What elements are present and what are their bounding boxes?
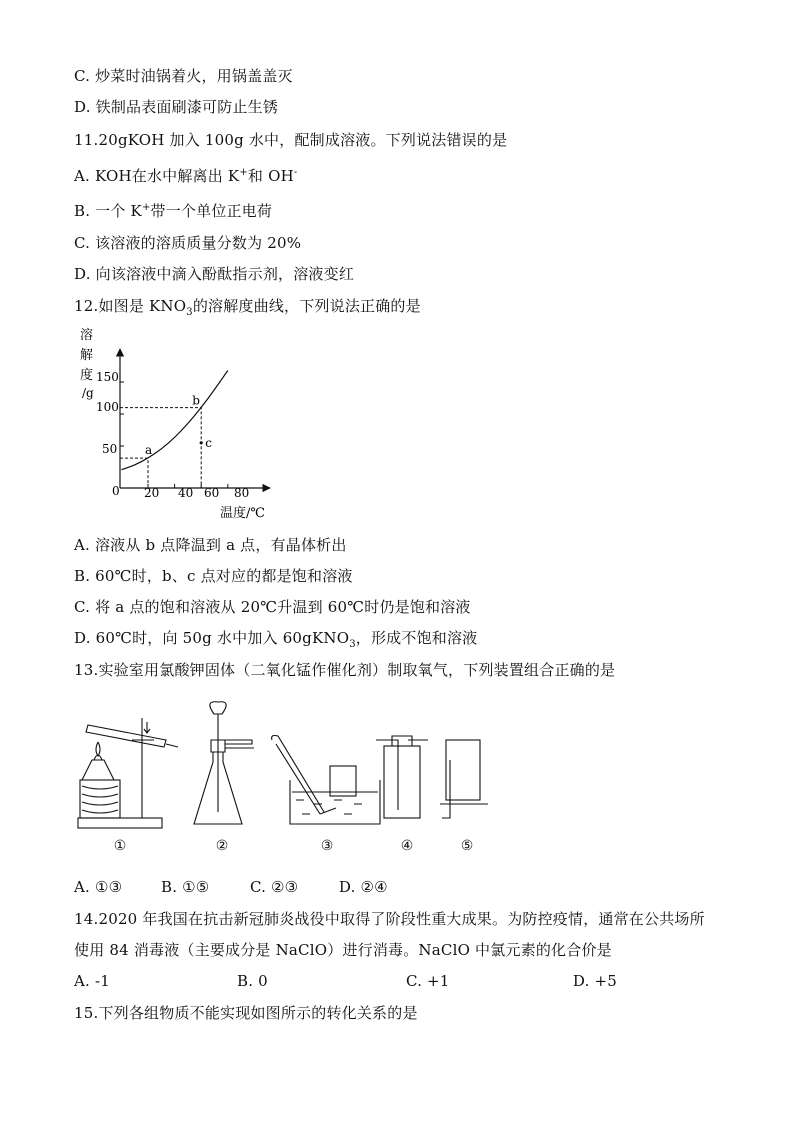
q11-a-sup1: +	[239, 167, 248, 178]
chart-ylabel-2: 解	[80, 348, 94, 363]
chart-x-tick-20: 20	[144, 486, 160, 500]
q13-stem: 13.实验室用氯酸钾固体（二氧化锰作催化剂）制取氧气，下列装置组合正确的是	[74, 661, 616, 679]
q11-option-b	[74, 201, 272, 221]
point-c-dot	[200, 441, 203, 444]
apparatus-2-flask	[194, 702, 254, 824]
q11-a-mid: 和 OH	[247, 167, 294, 185]
apparatus-label-5: ⑤	[460, 838, 474, 854]
q12-option-c: C. 将 a 点的饱和溶液从 20℃升温到 60℃时仍是饱和溶液	[74, 598, 471, 616]
q12-option-b: B. 60℃时，b、c 点对应的都是饱和溶液	[74, 567, 353, 585]
q14-stem-line2: 使用 84 消毒液（主要成分是 NaClO）进行消毒。NaClO 中氯元素的化合价是	[74, 941, 612, 959]
q14-option-d: D. +5	[572, 972, 618, 990]
q14-option-c: C. +1	[405, 972, 450, 990]
apparatus-4-gas-bottle	[376, 736, 428, 818]
q12-d-suffix: ，形成不饱和溶液	[355, 629, 478, 647]
q14-option-b: B. 0	[236, 972, 268, 990]
solubility-chart	[70, 325, 290, 525]
q11-b-suffix: 带一个单位正电荷	[150, 202, 273, 220]
q11-b-sup: +	[141, 202, 151, 213]
chart-y-tick-100: 100	[96, 400, 119, 414]
q15-stem: 15.下列各组物质不能实现如图所示的转化关系的是	[74, 1004, 418, 1022]
lab-apparatus-figure	[74, 700, 494, 840]
q14-options	[74, 971, 617, 991]
apparatus-3-water-trough	[272, 736, 380, 825]
q14-option-a: A. -1	[74, 972, 110, 990]
chart-x-tick-60: 60	[204, 486, 220, 500]
q12-option-d	[74, 628, 477, 648]
chart-ylabel-4: /g	[82, 386, 94, 400]
point-a-label: a	[145, 443, 153, 458]
apparatus-label-2: ②	[215, 838, 229, 854]
apparatus-label-3: ③	[320, 838, 334, 854]
q12-stem	[74, 296, 421, 316]
chart-origin-label: 0	[112, 484, 120, 498]
q12-d-prefix: D. 60℃时，向 50g 水中加入 60gKNO	[74, 629, 350, 647]
q11-stem: 11.20gKOH 加入 100g 水中，配制成溶液。下列说法错误的是	[74, 131, 508, 149]
q12-stem-prefix: 12.如图是 KNO	[74, 297, 187, 315]
chart-y-tick-50: 50	[102, 442, 118, 456]
chart-x-tick-40: 40	[178, 486, 194, 500]
point-c-label: c	[205, 435, 212, 450]
q10-option-d: D. 铁制品表面刷漆可防止生锈	[74, 98, 279, 116]
chart-ylabel-3: 度	[80, 368, 94, 383]
point-b-label: b	[192, 393, 200, 408]
chart-xlabel: 温度/℃	[220, 506, 265, 521]
apparatus-1-heating	[78, 718, 178, 828]
q11-option-c: C. 该溶液的溶质质量分数为 20%	[74, 234, 302, 252]
chart-y-tick-150: 150	[96, 370, 119, 384]
q11-option-d: D. 向该溶液中滴入酚酞指示剂，溶液变红	[74, 265, 355, 283]
q10-option-c: C. 炒菜时油锅着火，用锅盖盖灭	[74, 67, 293, 85]
q12-option-a: A. 溶液从 b 点降温到 a 点，有晶体析出	[74, 536, 347, 554]
apparatus-5-inverted-bottle	[440, 740, 488, 818]
q12-stem-suffix: 的溶解度曲线，下列说法正确的是	[192, 297, 421, 315]
q11-a-prefix: A. KOH在水中解离出 K	[74, 167, 240, 185]
q13-option-b: B. ①⑤	[160, 878, 210, 896]
q13-option-a: A. ①③	[74, 878, 123, 896]
apparatus-label-1: ①	[113, 838, 127, 854]
chart-guide-lines	[120, 408, 201, 488]
q11-a-sup2: -	[293, 167, 298, 178]
q13-options	[74, 877, 388, 897]
chart-x-tick-80: 80	[234, 486, 250, 500]
q11-b-prefix: B. 一个 K	[74, 202, 142, 220]
apparatus-label-4: ④	[400, 838, 414, 854]
q12-d-sub: 3	[349, 639, 356, 650]
q13-option-d: D. ②④	[338, 878, 388, 896]
q14-stem-line1: 14.2020 年我国在抗击新冠肺炎战役中取得了阶段性重大成果。为防控疫情，通常在公共场所	[74, 910, 705, 928]
solubility-curve	[121, 370, 227, 469]
q13-option-c: C. ②③	[249, 878, 299, 896]
q12-stem-sub: 3	[186, 307, 193, 318]
q11-option-a	[74, 166, 297, 186]
chart-ylabel-1: 溶	[80, 328, 94, 343]
